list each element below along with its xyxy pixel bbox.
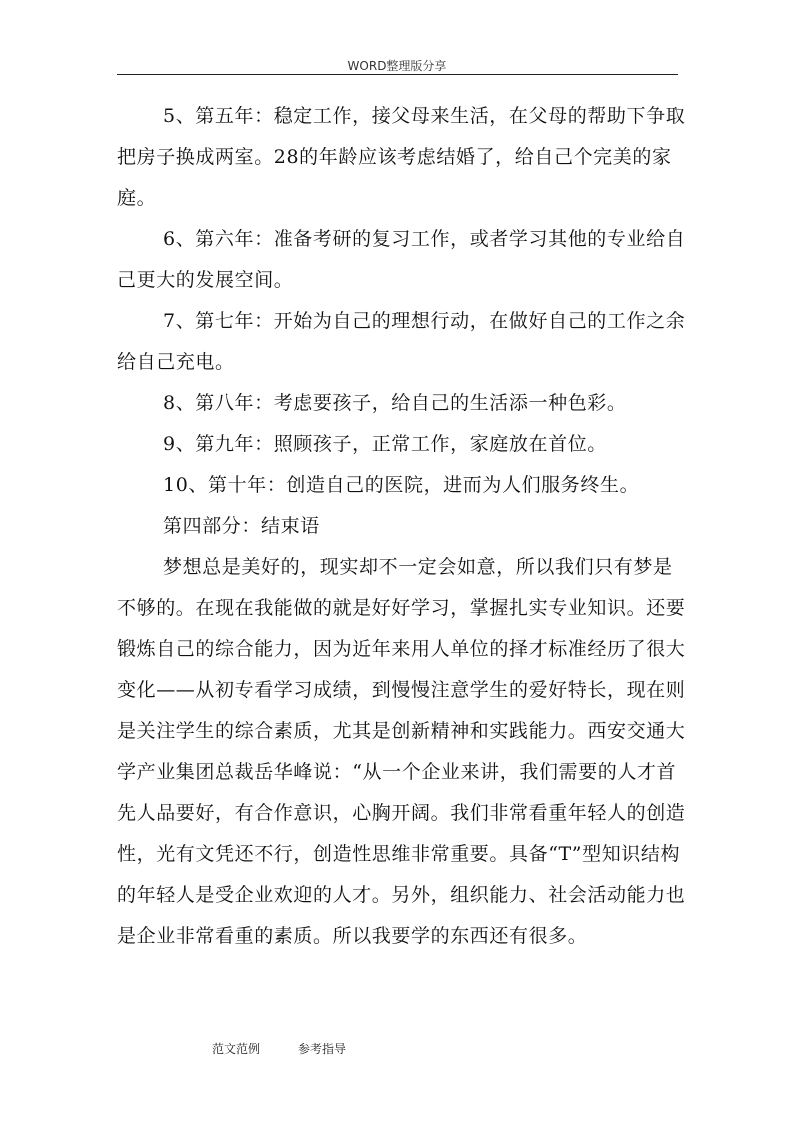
footer-right-text: 参考指导 (298, 1042, 347, 1056)
paragraph-year-6: 6、第六年：准备考研的复习工作，或者学习其他的专业给自己更大的发展空间。 (117, 228, 686, 291)
paragraph-year-5: 5、第五年：稳定工作，接父母来生活，在父母的帮助下争取把房子换成两室。28的年龄应该考虑结婚了，给自己个完美的家庭。 (117, 105, 686, 209)
paragraph-year-8: 8、第八年：考虑要孩子，给自己的生活添一种色彩。 (163, 392, 627, 414)
paragraph-conclusion: 梦想总是美好的，现实却不一定会如意，所以我们只有梦是不够的。在现在我能做的就是好好学习，掌握扎实专业知识。还要锻炼自己的综合能力，因为近年来用人单位的择才标准经历了很大变化——从初专看学习成绩，到慢慢注意学生的爱好特长，现在则是关注学生的综合素质，尤其是创新精神和实践能力。西安交通大学产业集团总裁岳华峰说：“从一个企业来讲，我们需要的人才首先人品要好，有合作意识，心胸开阔。我们非常看重年轻人的创造性，光有文凭还不行，创造性思维非常重要。具备“T”型知识结构的年轻人是受企业欢迎的人才。另外，组织能力、社会活动能力也是企业非常看重的素质。所以我要学的东西还有很多。 (117, 556, 686, 947)
footer-left-text: 范文范例 (212, 1042, 261, 1056)
document-body (117, 96, 689, 957)
section-heading: 第四部分：结束语 (163, 515, 320, 537)
paragraph-year-9: 9、第九年：照顾孩子，正常工作，家庭放在首位。 (163, 433, 607, 455)
paragraph-year-10: 10、第十年：创造自己的医院，进而为人们服务终生。 (163, 474, 640, 496)
paragraph-year-7: 7、第七年：开始为自己的理想行动，在做好自己的工作之余给自己充电。 (117, 310, 686, 373)
header-divider (117, 74, 678, 75)
page-footer (212, 1042, 346, 1056)
page-header: WORD整理版分享 (347, 59, 447, 73)
